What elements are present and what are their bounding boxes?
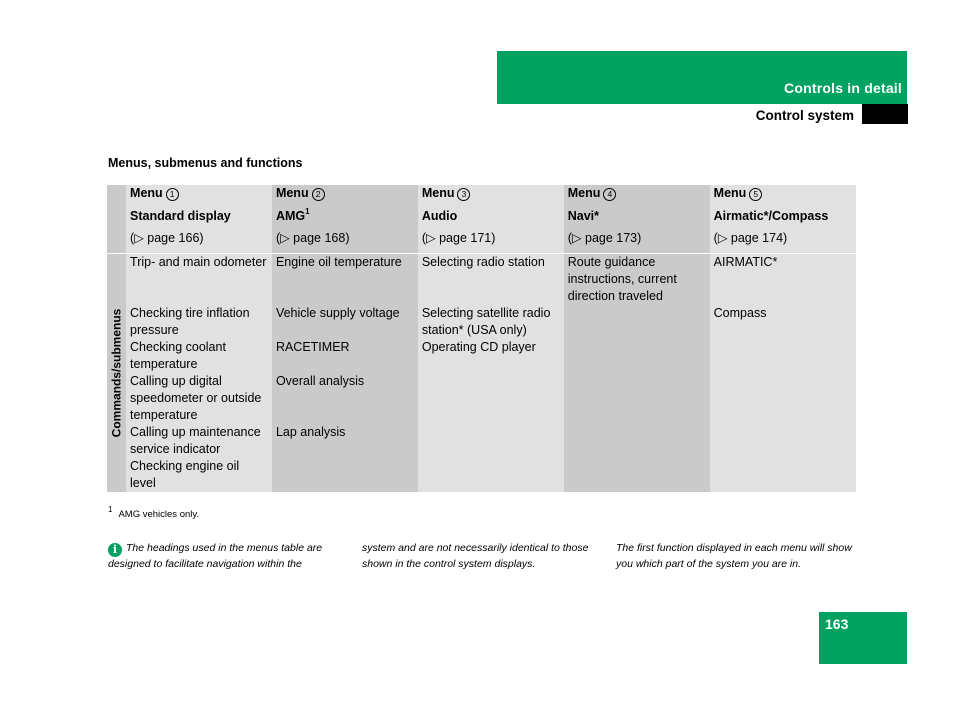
- header-tab-marker: [862, 104, 908, 124]
- table-cell: RACETIMER: [272, 339, 418, 373]
- table-cell: [564, 305, 710, 339]
- menu-page-ref: (▷ page 173): [567, 231, 642, 245]
- circled-number: 2: [312, 188, 325, 201]
- header-title: Controls in detail: [784, 80, 902, 96]
- table-cell: Calling up maintenance service indicator: [126, 424, 272, 458]
- menus-header-row: [107, 185, 856, 253]
- side-label-cell: [107, 253, 126, 492]
- table-row: [107, 339, 856, 373]
- table-cell: Checking coolant temperature: [126, 339, 272, 373]
- table-cell: [564, 339, 710, 373]
- table-cell: [710, 458, 856, 492]
- info-note-col-3: The first function displayed in each menu will show you which part of the system you are in.: [616, 542, 852, 570]
- table-cell: Trip- and main odometer: [126, 253, 272, 305]
- table-row: [107, 305, 856, 339]
- table-cell: [710, 339, 856, 373]
- page-number: 163: [825, 616, 849, 632]
- table-cell: Operating CD player: [418, 339, 564, 373]
- circled-number: 4: [603, 188, 616, 201]
- footnote: [108, 505, 200, 520]
- menu-page-ref: (▷ page 166): [130, 231, 204, 245]
- footnote-mark: 1: [108, 505, 113, 514]
- table-cell: Checking tire inflation pressure: [126, 305, 272, 339]
- table-cell: [564, 373, 710, 424]
- table-row: [107, 424, 856, 458]
- table-cell: [272, 458, 418, 492]
- menu-name: AMG: [275, 208, 306, 223]
- menu-page-ref: (▷ page 168): [275, 231, 350, 245]
- table-cell: Vehicle supply voltage: [272, 305, 418, 339]
- table-cell: [564, 458, 710, 492]
- footnote-text: AMG vehicles only.: [118, 509, 200, 520]
- table-cell: [564, 424, 710, 458]
- header-subtitle: Control system: [755, 108, 854, 123]
- circled-number: 3: [457, 188, 470, 201]
- table-cell: Route guidance instructions, current direction traveled: [564, 253, 710, 305]
- table-cell: [418, 424, 564, 458]
- table-cell: [710, 424, 856, 458]
- menu-page-ref: (▷ page 174): [713, 231, 788, 245]
- menu-header-1: Menu 1 Standard display (▷ page 166): [126, 185, 272, 253]
- circled-number: 5: [749, 188, 762, 201]
- menu-name: Standard display: [130, 208, 231, 223]
- table-cell: [710, 373, 856, 424]
- menu-name: Navi*: [567, 208, 600, 223]
- side-label: Commands/submenus: [109, 308, 124, 437]
- table-cell: [418, 458, 564, 492]
- header-banner: [497, 51, 907, 104]
- table-cell: Overall analysis: [272, 373, 418, 424]
- section-title: Menus, submenus and functions: [108, 156, 303, 170]
- table-row: [107, 373, 856, 424]
- menu-header-3: Menu 3 Audio (▷ page 171): [418, 185, 564, 253]
- menu-name: Audio: [421, 208, 458, 223]
- menu-header-5: Menu 5 Airmatic*/Compass (▷ page 174): [710, 185, 856, 253]
- table-cell: [418, 373, 564, 424]
- table-cell: Lap analysis: [272, 424, 418, 458]
- footnote-ref: 1: [305, 206, 310, 216]
- table-cell: Calling up digital speedometer or outside temperature: [126, 373, 272, 424]
- table-cell: Compass: [710, 305, 856, 339]
- table-cell: Checking engine oil level: [126, 458, 272, 492]
- table-row: [107, 458, 856, 492]
- side-header-cell: [107, 185, 126, 253]
- menu-header-4: Menu 4 Navi* (▷ page 173): [564, 185, 710, 253]
- table-cell: Selecting radio station: [418, 253, 564, 305]
- table-row: [107, 253, 856, 305]
- info-note-col-2: system and are not necessarily identical to those shown in the control system displays.: [362, 542, 589, 570]
- menu-name: Airmatic*/Compass: [713, 208, 829, 223]
- table-cell: AIRMATIC*: [710, 253, 856, 305]
- info-icon: i: [108, 543, 122, 557]
- menu-header-2: Menu 2 AMG$^1$ (▷ page 168): [272, 185, 418, 253]
- table-cell: Selecting satellite radio station* (USA only): [418, 305, 564, 339]
- menu-page-ref: (▷ page 171): [421, 231, 496, 245]
- table-cell: Engine oil temperature: [272, 253, 418, 305]
- menus-table: [107, 185, 856, 492]
- info-note-col-1: i The headings used in the menus table are designed to facilitate navigation within the: [108, 542, 323, 570]
- circled-number: 1: [166, 188, 179, 201]
